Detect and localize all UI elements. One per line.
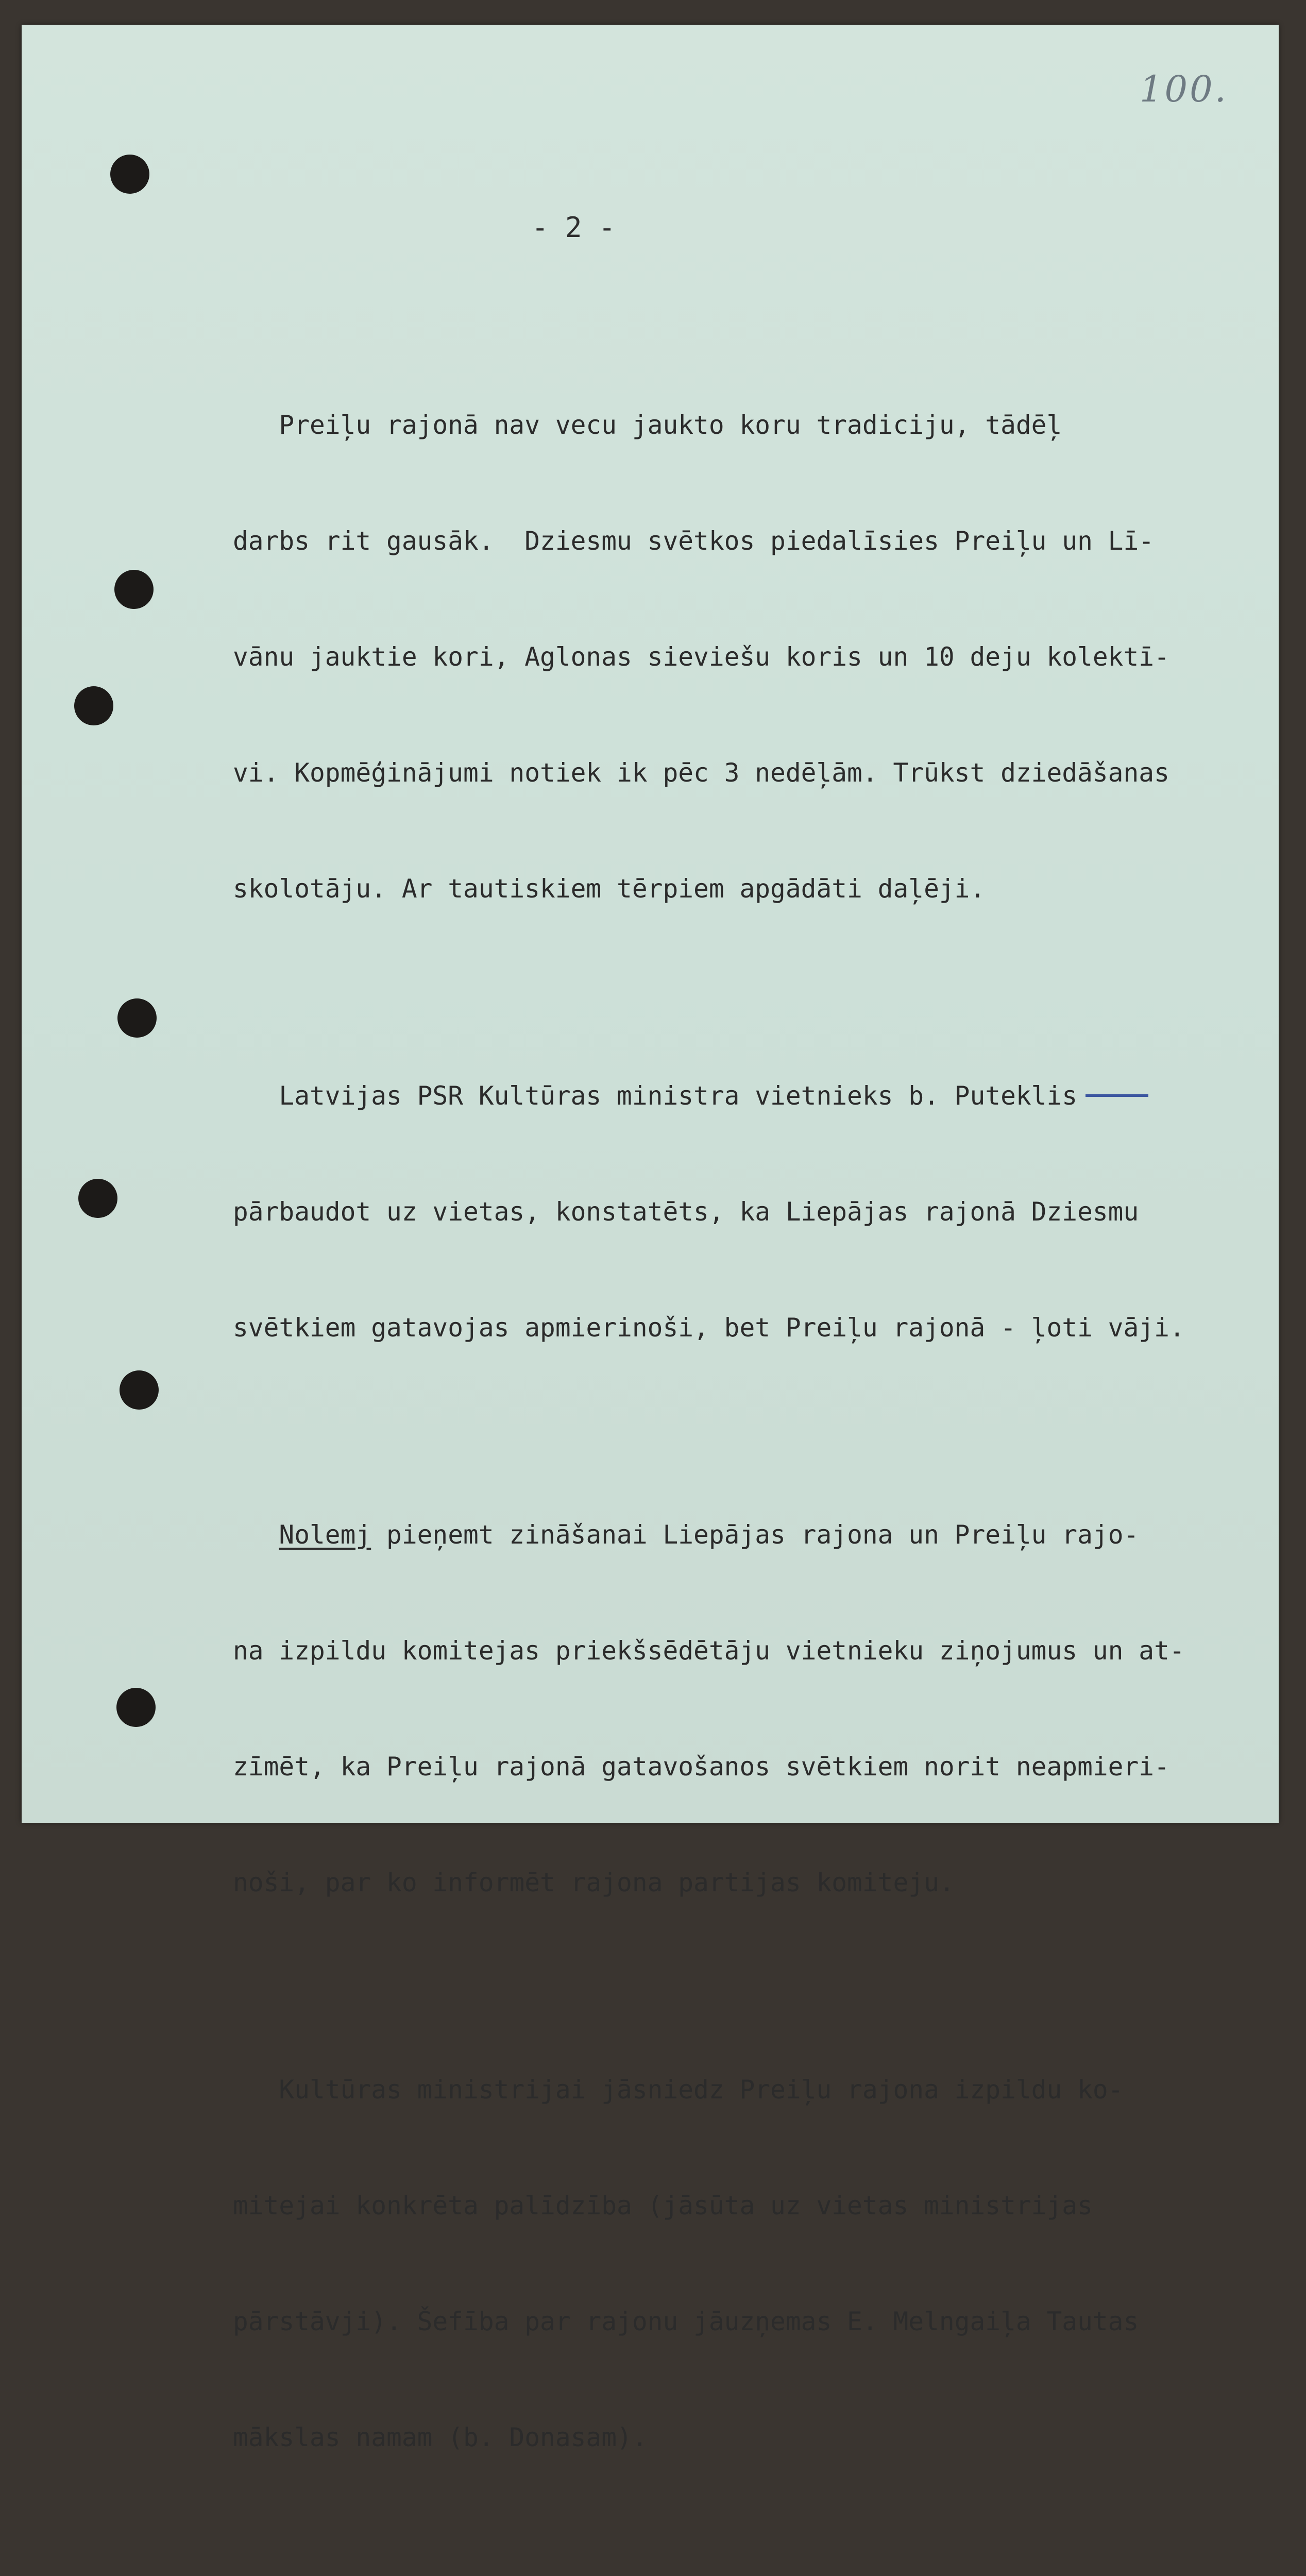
text-line: svētkiem gatavojas apmierinoši, bet Preiļu rajonā - ļoti vāji. bbox=[233, 1313, 1185, 1343]
text-line: mitejai konkrēta palīdzība (jāsūta uz vietas ministrijas bbox=[233, 2191, 1093, 2221]
handwritten-folio-number: 100. bbox=[1140, 68, 1228, 110]
text-line: pieņemt zināšanai Liepājas rajona un Preiļu rajo- bbox=[371, 1520, 1139, 1550]
punch-hole bbox=[116, 1688, 156, 1727]
text-line: Latvijas PSR Kultūras ministra vietnieks b. Puteklis bbox=[233, 1081, 1078, 1111]
text-line: skolotāju. Ar tautiskiem tērpiem apgādāti daļēji. bbox=[233, 874, 986, 904]
text-line: vi. Kopmēģinājumi notiek ik pēc 3 nedēļām. Trūkst dziedāšanas bbox=[233, 758, 1169, 788]
text-line: na izpildu komitejas priekšsēdētāju vietnieku ziņojumus un at- bbox=[233, 1636, 1185, 1666]
text-line: Preiļu rajonā nav vecu jaukto koru tradiciju, tādēļ bbox=[233, 410, 1062, 440]
paragraph-preili-district bbox=[233, 329, 1268, 986]
paragraph-ministry-assistance bbox=[233, 1993, 1268, 2534]
text-line: pārbaudot uz vietas, konstatēts, ka Liepājas rajonā Dziesmu bbox=[233, 1197, 1139, 1227]
text-line: darbs rit gausāk. Dziesmu svētkos piedalīsies Preiļu un Lī- bbox=[233, 526, 1155, 556]
punch-hole bbox=[114, 570, 154, 609]
punch-hole bbox=[110, 155, 149, 194]
text-line: Kultūras ministrijai jāsniedz Preiļu rajona izpildu ko- bbox=[233, 2075, 1124, 2105]
text-line: zīmēt, ka Preiļu rajonā gatavošanos svētkiem norit neapmieri- bbox=[233, 1752, 1169, 1782]
text-line: mākslas namam (b. Donasam). bbox=[233, 2422, 648, 2452]
punch-hole bbox=[78, 1179, 117, 1218]
handwritten-dash bbox=[1085, 1094, 1148, 1097]
text-line: vānu jauktie kori, Aglonas sieviešu koris un 10 deju kolektī- bbox=[233, 642, 1169, 672]
text-line: noši, par ko informēt rajona partijas komiteju. bbox=[233, 1868, 955, 1897]
text-line: pārstāvji). Šefība par rajonu jāuzņemas E. Melngaiļa Tautas bbox=[233, 2307, 1139, 2336]
punch-hole bbox=[120, 1370, 159, 1410]
punch-hole bbox=[74, 686, 113, 725]
punch-hole bbox=[117, 998, 157, 1038]
decision-keyword: Nolemj bbox=[279, 1520, 371, 1550]
paragraph-deputy-minister-puteklis bbox=[233, 999, 1268, 1425]
page-number: - 2 - bbox=[532, 211, 616, 244]
paragraph-item-2-estrade bbox=[233, 2548, 1268, 2576]
typewritten-page bbox=[22, 25, 1279, 2452]
paragraph-decision-nolemj bbox=[233, 1438, 1268, 1979]
document-body bbox=[233, 329, 1268, 2576]
